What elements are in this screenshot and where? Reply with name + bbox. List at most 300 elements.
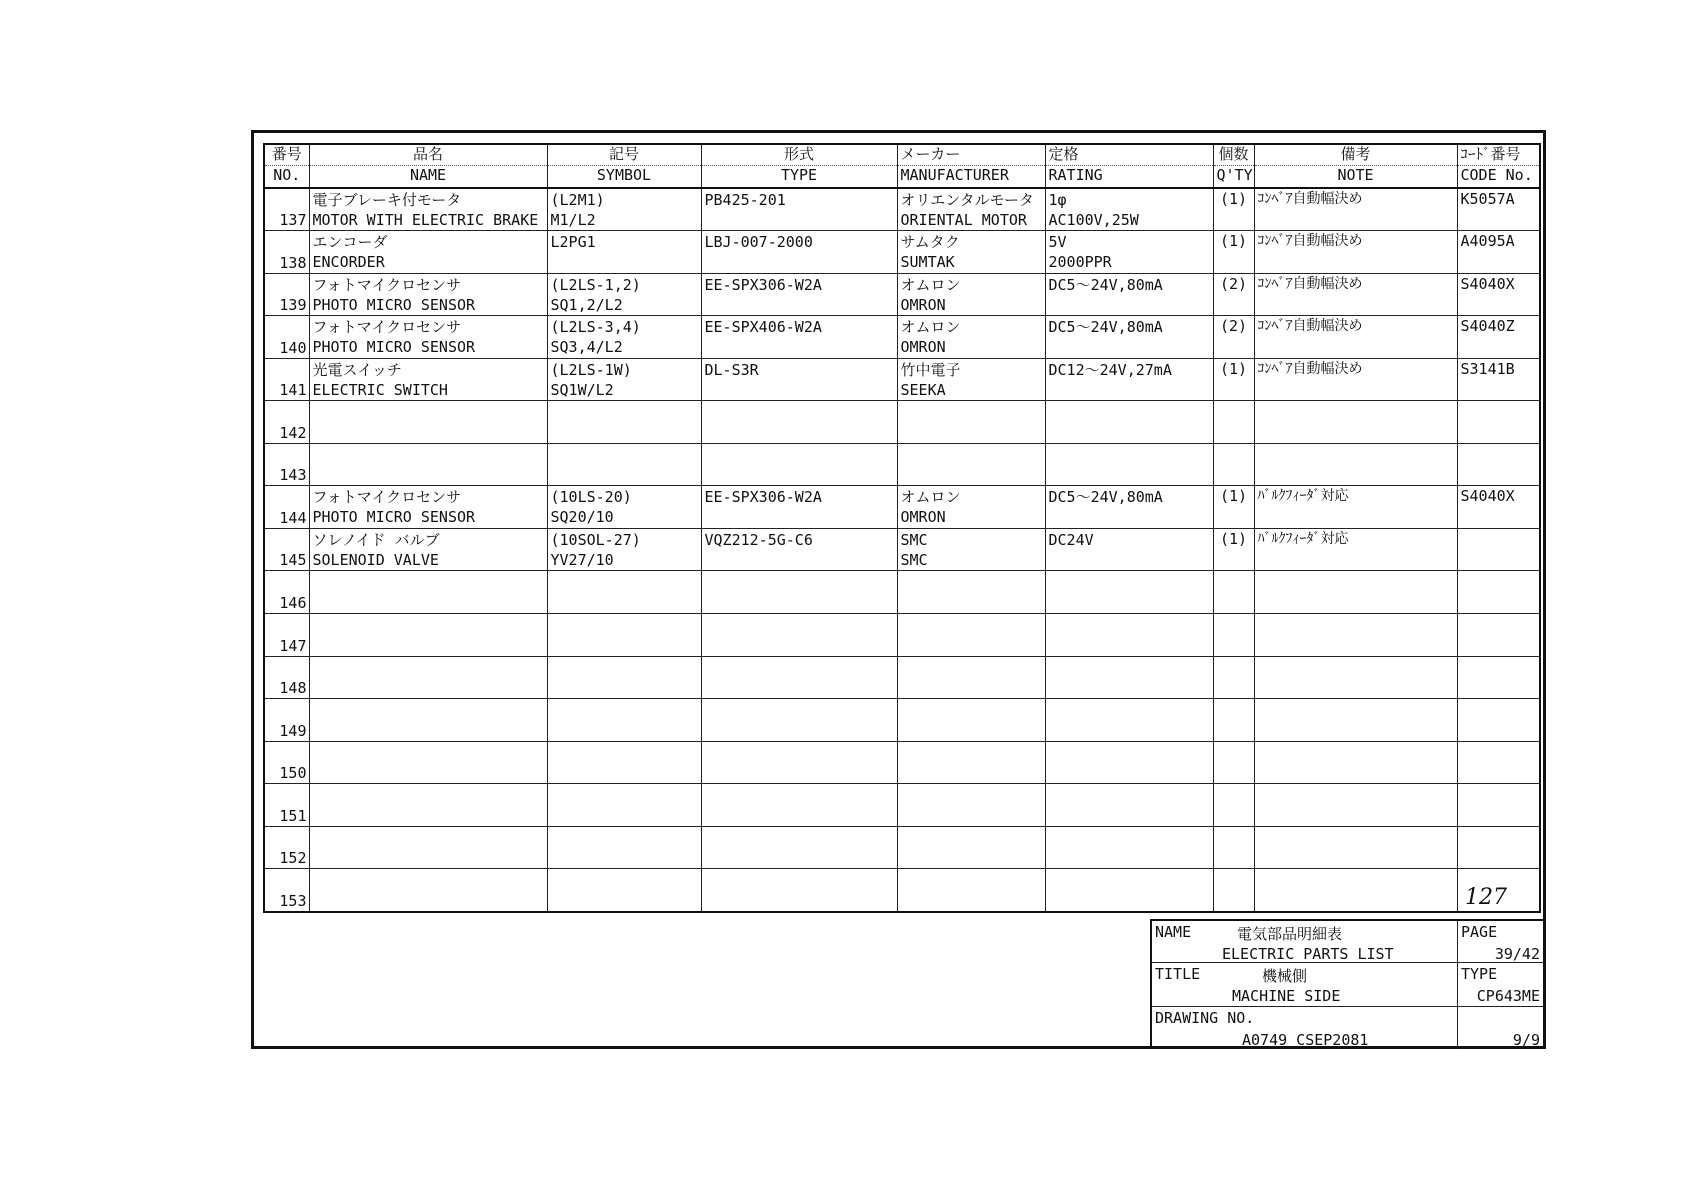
row-symbol-line: M1/L2 [550,210,596,229]
row-symbol-line: (10LS-20) [550,488,632,507]
row-code [1457,699,1540,742]
row-name [309,614,547,657]
row-type [701,231,897,274]
row-type-line [705,828,894,848]
row-qty [1213,571,1254,614]
row-maker-line [901,700,1042,720]
row-type-line [705,615,894,635]
row-type-line: PB425-201 [704,190,786,209]
row-qty [1213,401,1254,444]
row-symbol-line [551,848,698,868]
row-maker [897,401,1045,444]
row-rating-line [1049,507,1210,527]
row-type-line [705,380,894,400]
row-code [1457,741,1540,784]
table-row [264,656,1540,699]
row-symbol-line: YV27/10 [550,550,614,569]
row-note [1254,443,1457,486]
row-name-line: PHOTO MICRO SENSOR [312,508,476,527]
row-maker-line [901,848,1042,868]
row-symbol-line [551,252,698,272]
row-type-line [705,870,894,890]
row-type-line [705,295,894,315]
row-note: ｺﾝﾍﾞｱ自動幅決め [1254,316,1457,359]
row-name [309,571,547,614]
row-symbol [547,869,701,912]
header-row-jp [264,144,1540,166]
row-maker [897,188,1045,231]
row-name-line: PHOTO MICRO SENSOR [312,295,476,314]
row-code: K5057A [1457,188,1540,231]
row-no: 148 [264,656,309,699]
row-symbol-line [551,763,698,783]
row-type [701,741,897,784]
row-rating-line [1049,805,1210,825]
row-no: 140 [264,316,309,359]
row-maker-line [901,743,1042,763]
row-name-line [313,805,544,825]
row-name [309,656,547,699]
row-maker-line: OMRON [900,508,946,527]
row-symbol-line [551,572,698,592]
row-type [701,784,897,827]
row-name [309,826,547,869]
row-maker [897,741,1045,784]
row-type-line [705,678,894,698]
row-symbol [547,741,701,784]
col-no-en: NO. [264,166,309,188]
row-note: ｺﾝﾍﾞｱ自動幅決め [1254,273,1457,316]
page-label: PAGE [1461,923,1498,941]
row-rating-line [1049,550,1210,570]
sheet-value: 9/9 [1512,1031,1540,1049]
table-row [264,188,1540,231]
row-type-line [705,743,894,763]
row-name-line [313,720,544,740]
handwritten-mark: 127 [1465,885,1507,910]
row-rating-line [1049,785,1210,805]
row-type-line [705,445,894,465]
row-no: 143 [264,443,309,486]
row-type-line: EE-SPX406-W2A [704,318,822,337]
row-maker [897,699,1045,742]
row-qty [1213,699,1254,742]
row-name-line [313,592,544,612]
row-note [1254,784,1457,827]
row-symbol [547,784,701,827]
name-jp: 電気部品明細表 [1237,925,1343,943]
row-no: 151 [264,784,309,827]
row-name-line [313,743,544,763]
row-symbol-line [551,422,698,442]
row-symbol-line: SQ3,4/L2 [550,338,623,357]
row-qty [1213,826,1254,869]
drawing-label: DRAWING NO. [1155,1009,1255,1027]
row-code [1457,826,1540,869]
row-code [1457,401,1540,444]
row-maker-line: オリエンタルモータ [900,190,1035,209]
row-type [701,443,897,486]
row-symbol-line [551,743,698,763]
row-rating-line: DC5～24V,80mA [1048,275,1163,294]
row-maker-line [901,572,1042,592]
row-rating [1045,443,1213,486]
row-symbol-line: (L2LS-1W) [550,360,632,379]
row-no: 144 [264,486,309,529]
row-symbol [547,571,701,614]
col-no-jp: 番号 [264,144,309,166]
row-maker-line [901,763,1042,783]
title-block-name-row [1152,921,1546,963]
row-type [701,656,897,699]
row-rating-line [1049,828,1210,848]
row-rating [1045,869,1213,912]
row-no: 138 [264,231,309,274]
row-code [1457,443,1540,486]
row-no: 137 [264,188,309,231]
row-maker [897,528,1045,571]
row-rating-line [1049,380,1210,400]
row-maker [897,358,1045,401]
row-symbol-line: SQ1,2/L2 [550,295,623,314]
row-symbol-line [551,700,698,720]
title-jp: 機械側 [1262,967,1308,985]
row-type [701,273,897,316]
row-name [309,188,547,231]
row-type-line: LBJ-007-2000 [704,233,813,252]
row-maker-line [901,828,1042,848]
title-label: TITLE [1155,965,1201,983]
row-note [1254,826,1457,869]
col-code-en: CODE No. [1457,166,1540,188]
row-maker-line [901,890,1042,910]
row-maker-line [901,592,1042,612]
row-rating [1045,231,1213,274]
row-rating-line [1049,890,1210,910]
row-name-line: フォトマイクロセンサ [312,275,462,294]
row-maker [897,231,1045,274]
page-value: 39/42 [1494,945,1540,963]
row-type-line [705,252,894,272]
row-no: 152 [264,826,309,869]
row-symbol-line [551,615,698,635]
row-name [309,869,547,912]
row-no: 150 [264,741,309,784]
row-symbol [547,826,701,869]
row-rating-line [1049,295,1210,315]
row-maker [897,571,1045,614]
row-qty [1213,741,1254,784]
row-name-line [313,635,544,655]
row-symbol-line: (L2LS-1,2) [550,275,641,294]
row-rating-line [1049,743,1210,763]
row-name [309,358,547,401]
row-name-line [313,870,544,890]
row-maker-line: OMRON [900,338,946,357]
row-code [1457,571,1540,614]
row-type-line [705,720,894,740]
row-rating [1045,188,1213,231]
row-type [701,486,897,529]
row-note: ｺﾝﾍﾞｱ自動幅決め [1254,231,1457,274]
row-rating-line [1049,422,1210,442]
row-name-line: SOLENOID VALVE [312,550,439,569]
row-maker [897,784,1045,827]
col-maker-en: MANUFACTURER [897,166,1045,188]
row-symbol-line: (L2LS-3,4) [550,318,641,337]
row-symbol-line [551,658,698,678]
row-name-line [313,763,544,783]
row-rating [1045,784,1213,827]
col-qty-jp: 個数 [1213,144,1254,166]
row-rating-line: DC5～24V,80mA [1048,488,1163,507]
row-type-line [705,402,894,422]
row-symbol-line [551,635,698,655]
row-maker-line [901,635,1042,655]
row-rating-line [1049,402,1210,422]
row-type-line [705,465,894,485]
row-maker [897,486,1045,529]
row-rating-line [1049,763,1210,783]
row-qty [1213,656,1254,699]
row-name [309,231,547,274]
row-symbol-line [551,678,698,698]
row-type [701,316,897,359]
row-rating [1045,486,1213,529]
row-name [309,486,547,529]
row-name-line: ENCORDER [312,253,385,272]
table-row [264,826,1540,869]
row-name-line: ELECTRIC SWITCH [312,380,448,399]
row-symbol-line [551,785,698,805]
title-block-title-row [1152,963,1546,1007]
row-name-line [313,572,544,592]
col-note-en: NOTE [1254,166,1457,188]
row-type-line [705,785,894,805]
row-type-line [705,635,894,655]
row-name-line: 電子ブレーキ付モータ [312,190,462,209]
row-type-line [705,592,894,612]
row-note [1254,656,1457,699]
row-type-line [705,507,894,527]
row-name [309,273,547,316]
row-code: A4095A [1457,231,1540,274]
row-maker-line [901,658,1042,678]
row-maker-line: オムロン [900,318,961,337]
row-note [1254,741,1457,784]
row-maker [897,869,1045,912]
row-maker-line: ORIENTAL MOTOR [900,210,1027,229]
row-qty [1213,443,1254,486]
row-name [309,401,547,444]
row-rating [1045,656,1213,699]
row-symbol [547,528,701,571]
table-row [264,741,1540,784]
row-rating [1045,571,1213,614]
row-maker-line: OMRON [900,295,946,314]
row-qty: (1) [1213,528,1254,571]
row-code: S4040X [1457,486,1540,529]
row-type [701,358,897,401]
row-symbol-line: SQ1W/L2 [550,380,614,399]
row-note [1254,699,1457,742]
row-name-line [313,678,544,698]
row-maker-line [901,402,1042,422]
row-code [1457,528,1540,571]
row-name-line [313,445,544,465]
row-type-line [705,210,894,230]
row-rating-line [1049,592,1210,612]
row-maker [897,273,1045,316]
col-symbol-en: SYMBOL [547,166,701,188]
row-rating-line [1049,700,1210,720]
table-row [264,486,1540,529]
row-symbol [547,231,701,274]
row-name-line [313,700,544,720]
row-type-line: EE-SPX306-W2A [704,275,822,294]
row-maker-line: サムタク [900,233,960,252]
type-label: TYPE [1461,965,1498,983]
row-type [701,869,897,912]
row-name [309,443,547,486]
row-maker-line [901,870,1042,890]
row-name [309,528,547,571]
row-name [309,784,547,827]
row-rating [1045,826,1213,869]
row-type-line [705,890,894,910]
row-maker-line [901,422,1042,442]
row-name-line [313,402,544,422]
row-name-line: ソレノイド バルブ [312,530,440,549]
row-name-line [313,848,544,868]
table-row [264,784,1540,827]
header-row-en [264,166,1540,188]
row-rating [1045,401,1213,444]
row-type-line [705,337,894,357]
row-no: 147 [264,614,309,657]
row-note: ﾊﾞﾙｸﾌｨｰﾀﾞ対応 [1254,486,1457,529]
table-row [264,358,1540,401]
row-type [701,571,897,614]
row-name-line [313,785,544,805]
col-rating-en: RATING [1045,166,1213,188]
row-name-line: フォトマイクロセンサ [312,318,462,337]
table-row [264,316,1540,359]
row-type-line [705,550,894,570]
row-type-line [705,422,894,442]
drawing-value: A0749 CSEP2081 [1242,1031,1369,1049]
col-note-jp: 備考 [1254,144,1457,166]
row-maker [897,656,1045,699]
table-row [264,273,1540,316]
row-rating-line [1049,572,1210,592]
col-code-jp: ｺｰﾄﾞ番号 [1457,144,1540,166]
row-no: 139 [264,273,309,316]
row-rating-line [1049,870,1210,890]
row-rating-line [1049,615,1210,635]
col-rating-jp: 定格 [1045,144,1213,166]
row-symbol-line [551,870,698,890]
row-maker-line: オムロン [900,488,961,507]
title-en: MACHINE SIDE [1232,987,1341,1005]
row-symbol [547,358,701,401]
row-qty: (1) [1213,231,1254,274]
col-type-en: TYPE [701,166,897,188]
row-maker-line: SMC [900,530,928,549]
name-label: NAME [1155,923,1192,941]
row-qty: (1) [1213,358,1254,401]
row-maker [897,614,1045,657]
row-maker-line [901,720,1042,740]
row-symbol-line [551,445,698,465]
row-type [701,401,897,444]
row-rating-line: 1φ [1048,190,1067,209]
row-name-line: フォトマイクロセンサ [312,488,462,507]
row-qty: (1) [1213,188,1254,231]
row-type-line: EE-SPX306-W2A [704,488,822,507]
row-qty: (2) [1213,316,1254,359]
row-maker [897,443,1045,486]
row-symbol-line: (10SOL-27) [550,530,641,549]
table-row [264,231,1540,274]
row-rating [1045,614,1213,657]
row-maker-line: SUMTAK [900,253,955,272]
row-note [1254,401,1457,444]
row-type [701,188,897,231]
row-maker-line [901,615,1042,635]
row-rating-line [1049,337,1210,357]
row-rating [1045,358,1213,401]
row-symbol [547,699,701,742]
row-code [1457,614,1540,657]
row-name-line: 光電スイッチ [312,360,402,379]
table-row [264,571,1540,614]
row-rating-line [1049,465,1210,485]
row-symbol-line [551,890,698,910]
row-symbol-line: SQ20/10 [550,508,614,527]
row-type [701,826,897,869]
row-symbol [547,316,701,359]
row-maker [897,826,1045,869]
row-rating-line: 5V [1048,233,1067,252]
row-no: 142 [264,401,309,444]
row-code: S4040X [1457,273,1540,316]
row-maker-line [901,678,1042,698]
row-no: 145 [264,528,309,571]
row-rating-line: DC5～24V,80mA [1048,318,1163,337]
row-name [309,699,547,742]
table-row [264,443,1540,486]
row-symbol-line [551,465,698,485]
row-rating-line [1049,678,1210,698]
row-name-line [313,890,544,910]
title-block-drawing-row [1152,1007,1546,1049]
row-maker-line: 竹中電子 [900,360,961,379]
row-rating [1045,273,1213,316]
row-name-line [313,422,544,442]
row-symbol [547,188,701,231]
row-symbol [547,614,701,657]
row-type-line [705,805,894,825]
row-symbol-line [551,402,698,422]
row-code: S4040Z [1457,316,1540,359]
row-name-line [313,828,544,848]
row-symbol-line: L2PG1 [550,233,596,252]
table-row [264,614,1540,657]
row-note [1254,614,1457,657]
row-code [1457,784,1540,827]
row-rating-line: 2000PPR [1048,253,1112,272]
